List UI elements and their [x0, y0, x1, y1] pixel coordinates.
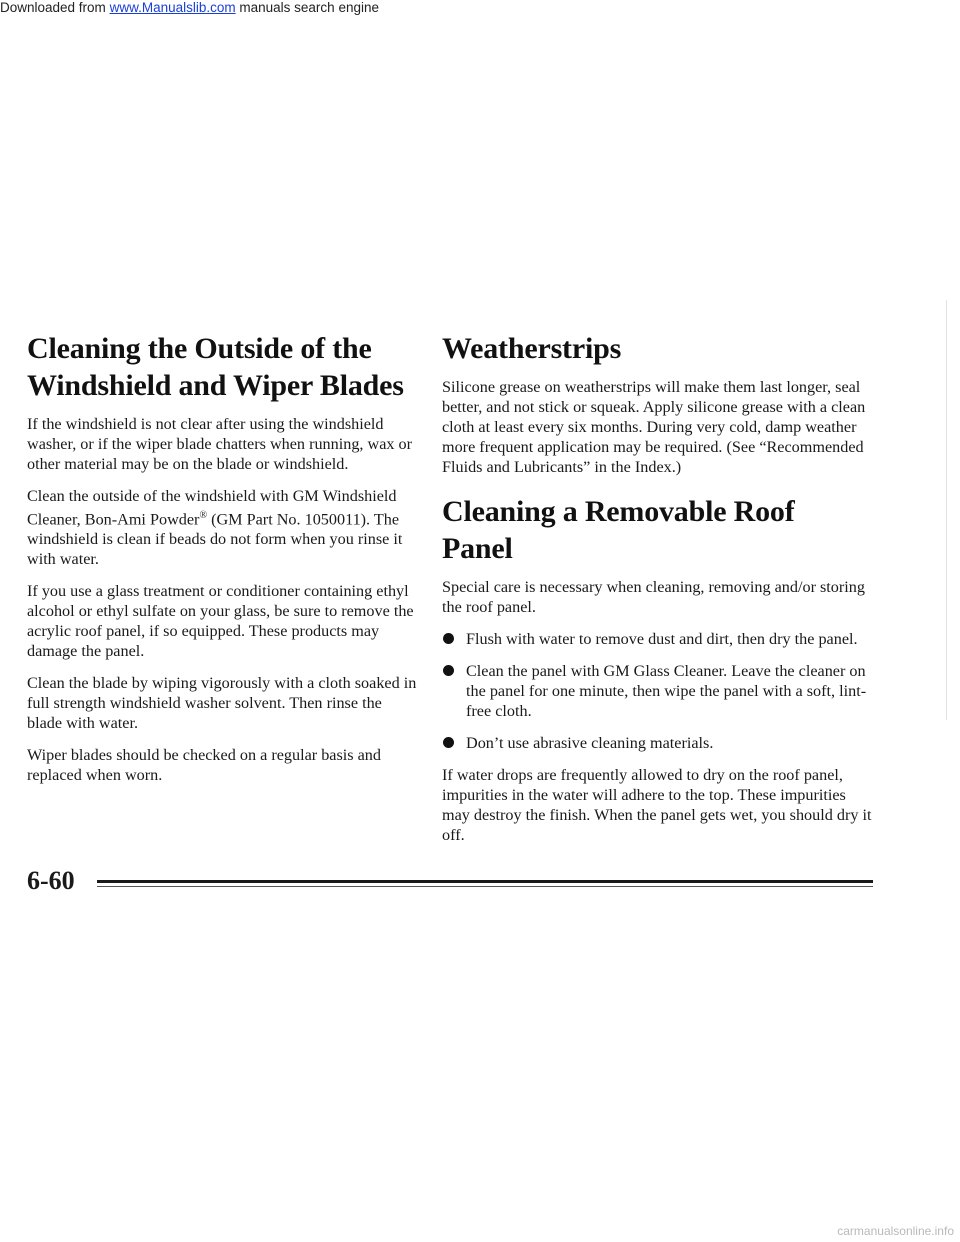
- list-item: [442, 733, 872, 753]
- manualslib-link[interactable]: www.Manualslib.com: [109, 0, 236, 15]
- roof-panel-bullet-list: [442, 629, 872, 753]
- paragraph-wiper-check: Wiper blades should be checked on a regular basis and replaced when worn.: [27, 746, 381, 785]
- list-item-text: Don’t use abrasive cleaning materials.: [466, 734, 714, 752]
- list-item-text: Clean the panel with GM Glass Cleaner. Leave the cleaner on the panel for one minute, then wipe the panel with a soft, lint-free cloth.: [466, 662, 867, 720]
- download-banner: [0, 0, 379, 16]
- list-item: [442, 629, 872, 649]
- footer-rule-thick: [97, 880, 873, 883]
- banner-prefix: Downloaded from: [0, 0, 106, 15]
- paragraph-windshield-intro: If the windshield is not clear after using the windshield washer, or if the wiper blade chatters when running, wax or other material may be on the blade or windshield.: [27, 415, 413, 473]
- paragraph-glass-treatment: If you use a glass treatment or conditioner containing ethyl alcohol or ethyl sulfate on your glass, be sure to remove the acrylic roof panel, if so equipped. These products may damage the panel.: [27, 582, 414, 661]
- footer-rule-thin: [97, 886, 873, 887]
- bullet-icon: [443, 665, 454, 676]
- heading-windshield-cleaning: Cleaning the Outside of the Windshield and Wiper Blades: [27, 332, 404, 402]
- cleaner-text-b: (GM Part No. 1050011). The windshield is clean if beads do not form when you rinse it with water.: [27, 510, 403, 569]
- watermark-text: carmanualsonline.info: [837, 1224, 954, 1238]
- list-item-text: Flush with water to remove dust and dirt, then dry the panel.: [466, 630, 858, 648]
- page-number: 6-60: [27, 866, 75, 895]
- paragraph-roof-panel-intro: Special care is necessary when cleaning, removing and/or storing the roof panel.: [442, 578, 865, 616]
- bullet-icon: [443, 737, 454, 748]
- cleaner-text-a: Clean the outside of the windshield with GM Windshield Cleaner, Bon-Ami Powder: [27, 487, 397, 529]
- left-column: [27, 330, 419, 797]
- paragraph-weatherstrips: Silicone grease on weatherstrips will make them last longer, seal better, and not stick or squeak. Apply silicone grease with a clean cloth at least every six months. During very cold, damp weather more frequent application may be required. (See “Recommended Fluids and Lubricants” in the Index.): [442, 378, 866, 476]
- right-column: [442, 330, 872, 857]
- registered-mark: ®: [199, 510, 208, 521]
- page-edge-divider: [946, 300, 947, 720]
- banner-suffix: manuals search engine: [239, 0, 379, 15]
- bullet-icon: [443, 633, 454, 644]
- paragraph-water-drops: If water drops are frequently allowed to dry on the roof panel, impurities in the water will adhere to the top. These impurities may destroy the finish. When the panel gets wet, you should dry it off.: [442, 766, 872, 844]
- paragraph-clean-blade: Clean the blade by wiping vigorously with a cloth soaked in full strength windshield washer solvent. Then rinse the blade with water.: [27, 674, 417, 733]
- heading-weatherstrips: Weatherstrips: [442, 332, 622, 365]
- paragraph-windshield-cleaner: [27, 486, 419, 569]
- heading-roof-panel: Cleaning a Removable Roof Panel: [442, 495, 795, 565]
- list-item: [442, 661, 872, 721]
